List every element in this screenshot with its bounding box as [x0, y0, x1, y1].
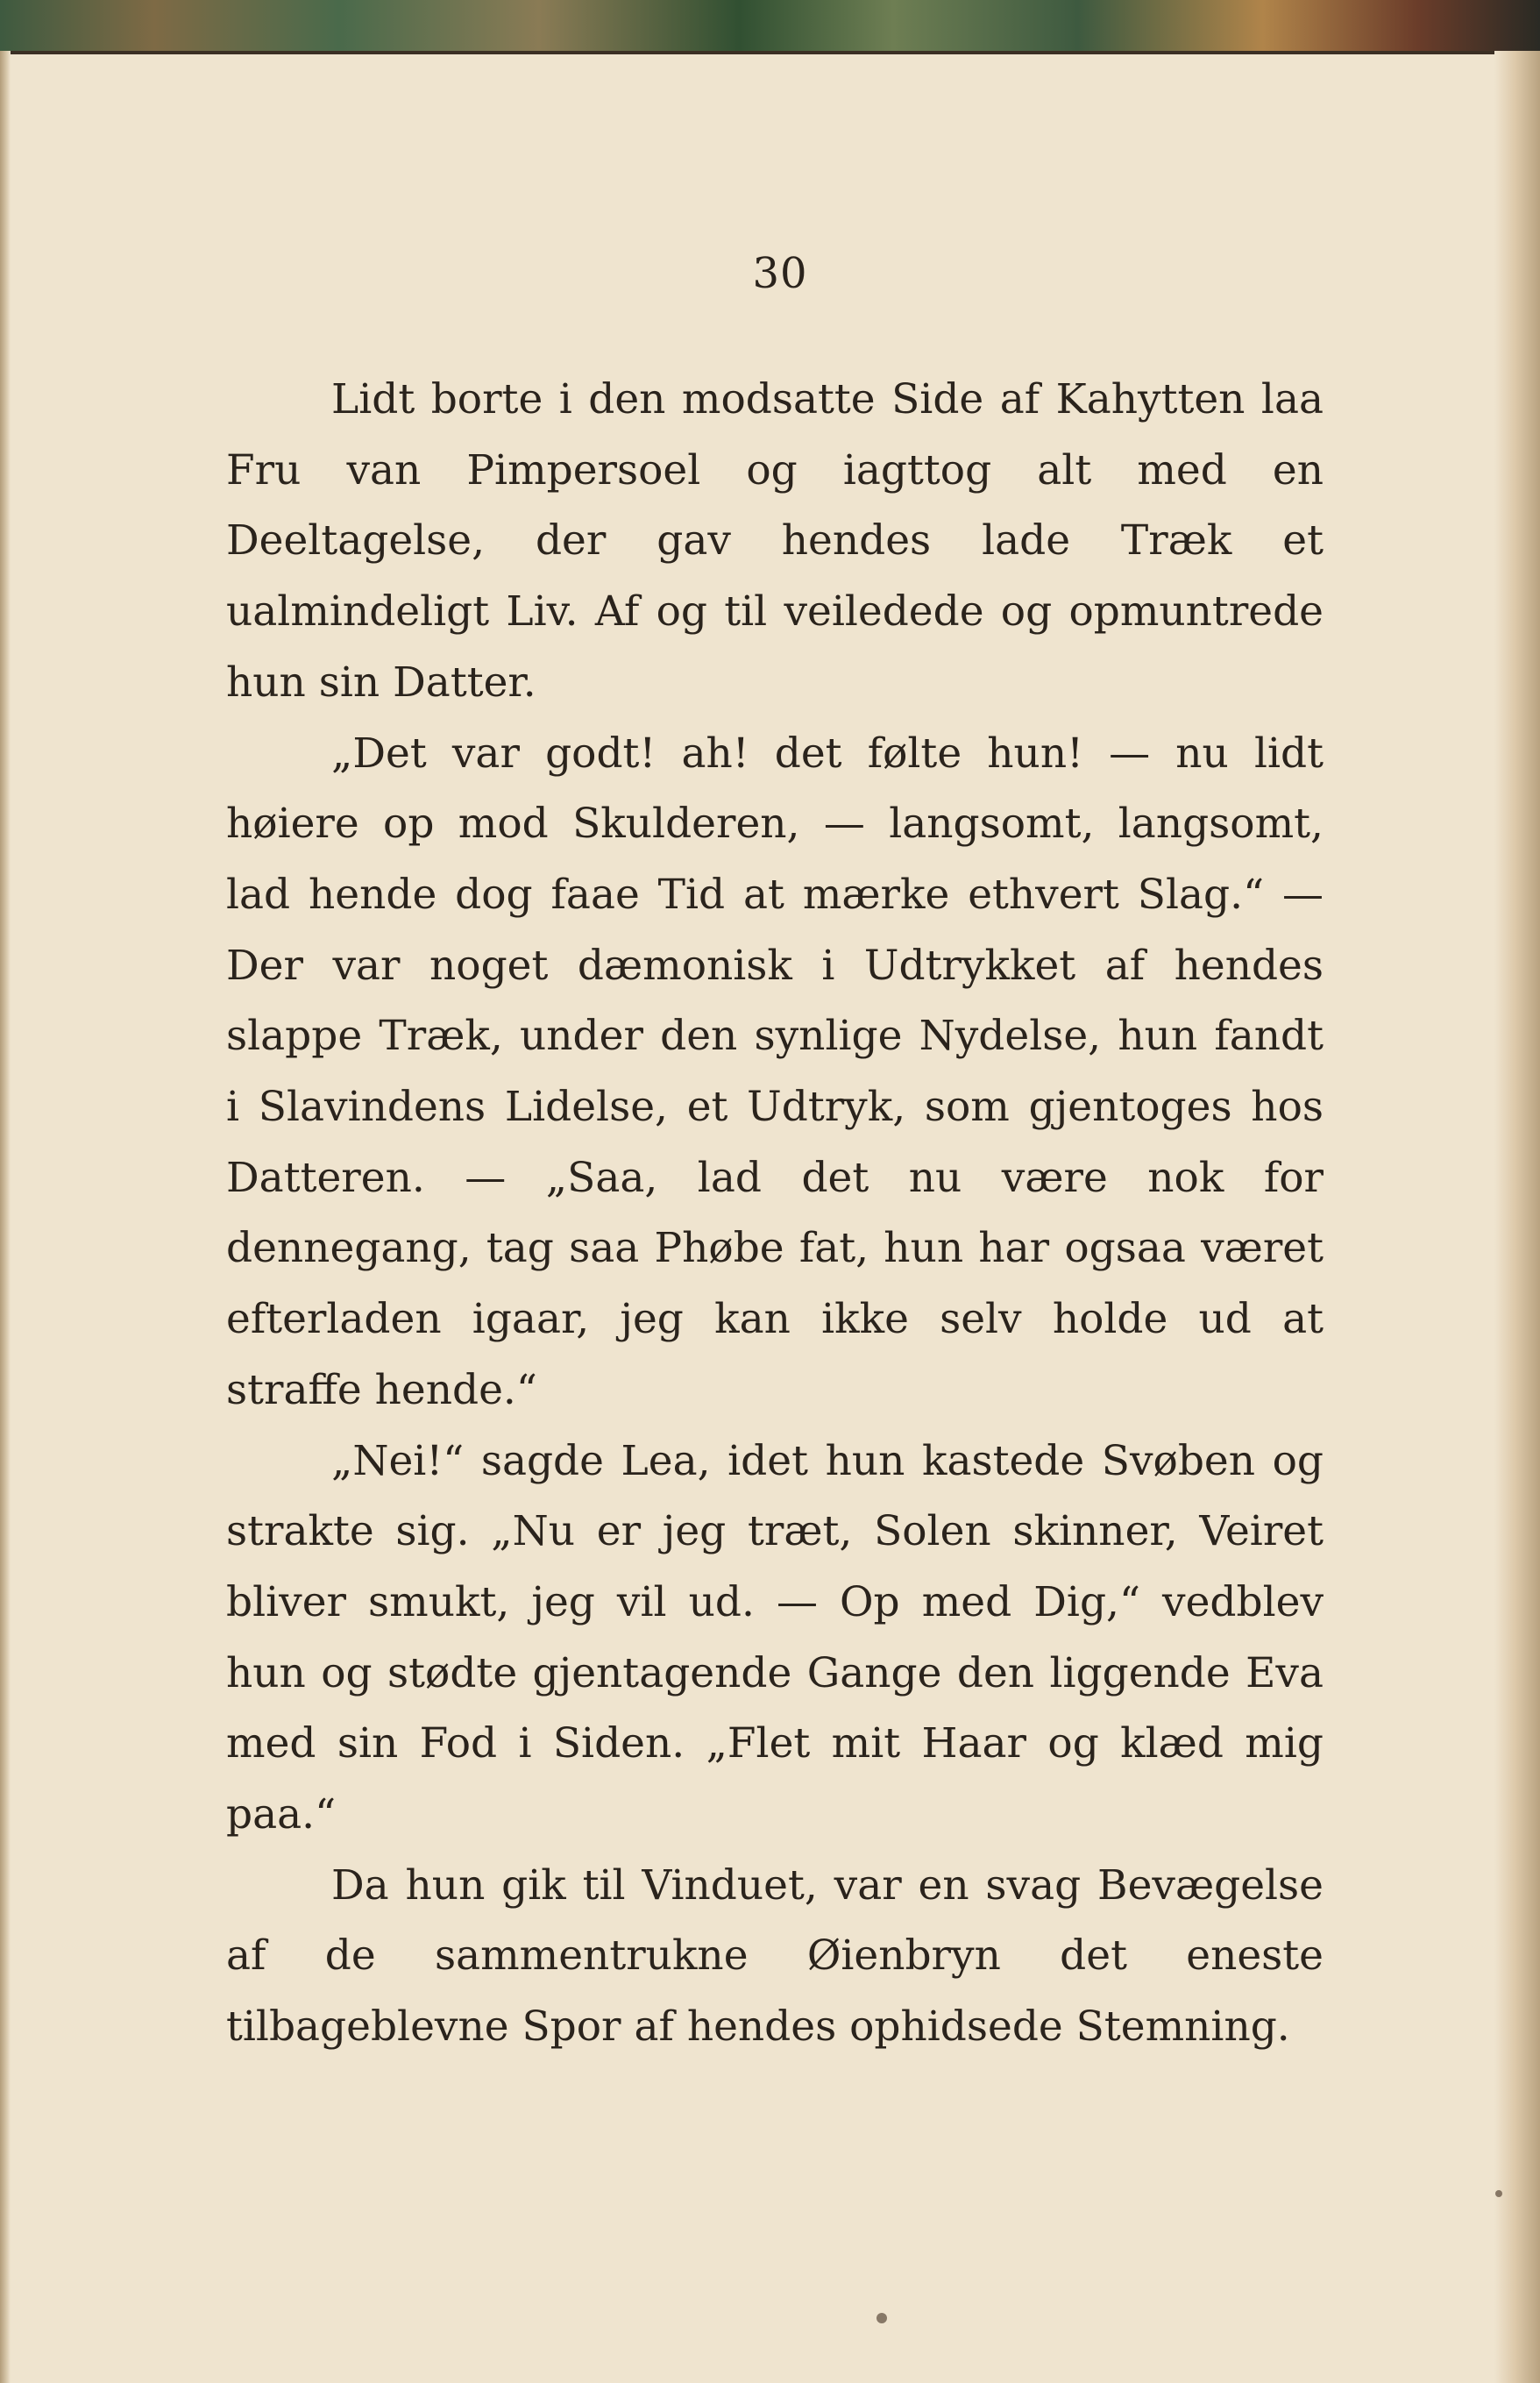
body-text: [226, 365, 1324, 2063]
page-left-edge: [0, 51, 11, 2383]
paragraph-1: Lidt borte i den modsatte Side af Kahytten laa Fru van Pimpersoel og iagttog alt med en Deeltagelse, der gav hendes lade Træk et ualmindeligt Liv. Af og til veiledede og opmuntrede hun sin Datter.: [226, 375, 1324, 707]
book-top-edge: [0, 0, 1540, 54]
page-right-edge: [1494, 51, 1540, 2383]
paragraph-2: „Det var godt! ah! det følte hun! — nu lidt høiere op mod Skulderen, — langsomt, langsomt, lad hende dog faae Tid at mærke ethvert Slag.“ — Der var noget dæmonisk i Udtrykket af hendes slappe Træk, under den synlige Nydelse, hun fandt i Slavindens Lidelse, et Udtryk, som gjentoges hos Datteren. — „Saa, lad det nu være nok for dennegang, tag saa Phøbe fat, hun har ogsaa været efterladen igaar, jeg kan ikke selv holde ud at straffe hende.“: [226, 729, 1324, 1414]
page-number: 30: [752, 249, 808, 298]
paragraph-4: Da hun gik til Vinduet, var en svag Bevægelse af de sammentrukne Øienbryn det eneste tilbageblevne Spor af hendes ophidsede Stemning.: [226, 1860, 1324, 2052]
ink-spot: [876, 2313, 887, 2323]
paragraph-3: „Nei!“ sagde Lea, idet hun kastede Svøben og strakte sig. „Nu er jeg træt, Solen skinner, Veiret bliver smukt, jeg vil ud. — Op med Dig,“ vedblev hun og stødte gjentagende Gange den liggende Eva med sin Fod i Siden. „Flet mit Haar og klæd mig paa.“: [226, 1436, 1324, 1839]
margin-spot: [1495, 2190, 1502, 2197]
